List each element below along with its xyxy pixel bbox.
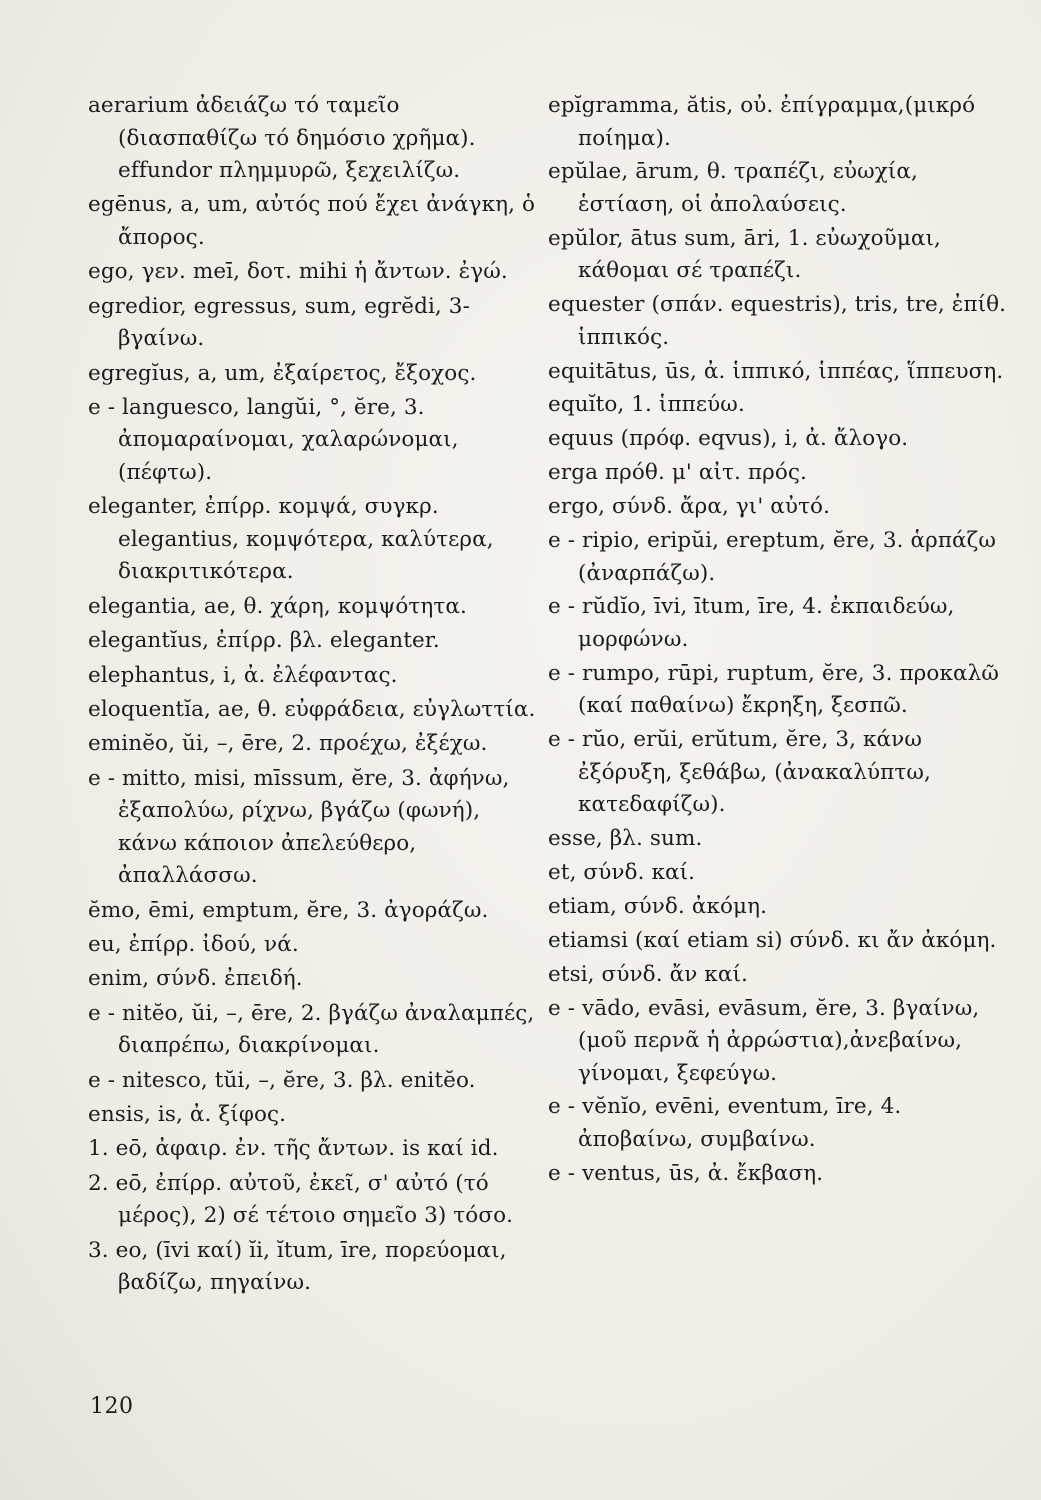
dictionary-entry: eleganter, ἐπίρρ. κομψά, συγκρ. elegantius, κομψότερα, καλύτερα, διακριτικότερα. (88, 494, 494, 585)
dictionary-entry: esse, βλ. sum. (548, 826, 703, 852)
right-column (548, 90, 1010, 1192)
dictionary-entry: e - nitesco, tŭi, –, ĕre, 3. βλ. enitĕo. (88, 1067, 476, 1093)
dictionary-entry: 3. eo, (īvi καί) ĭi, ĭtum, īre, πορεύομαι, βαδίζω, πηγαίνω. (88, 1237, 507, 1296)
dictionary-entry: elephantus, i, ἀ. ἐλέφαντας. (88, 662, 398, 688)
dictionary-entry: e - ripio, eripŭi, ereptum, ĕre, 3. ἁρπάζω (ἀναρπάζω). (548, 528, 997, 586)
dictionary-entry: e - rumpo, rūpi, ruptum, ĕre, 3. προκαλῶ (καί παθαίνω) ἔκρηξη, ξεσπῶ. (548, 660, 999, 719)
dictionary-entry: equitātus, ūs, ἀ. ἱππικό, ἱππέας, ἵππευση. (548, 358, 1004, 384)
dictionary-entry: e - nitĕo, ŭi, –, ēre, 2. βγάζω ἀναλαμπές, διαπρέπω, διακρίνομαι. (88, 1000, 535, 1059)
dictionary-entry: e - mitto, misi, mīssum, ĕre, 3. ἀφήνω, ἐξαπολύω, ρίχνω, βγάζω (φωνή), κάνω κάποιον ἀπελεύθερο, ἀπαλλάσσω. (88, 765, 510, 889)
dictionary-entry: egēnus, a, um, αὐτός πού ἔχει ἀνάγκη, ὁ ἄπορος. (88, 192, 536, 250)
dictionary-entry: etsi, σύνδ. ἄν καί. (548, 961, 748, 987)
dictionary-entry: e - rŭo, erŭi, erŭtum, ĕre, 3, κάνω ἐξόρυξη, ξεθάβω, (ἀνακαλύπτω, κατεδαφίζω). (548, 727, 931, 818)
dictionary-entry: equĭto, 1. ἱππεύω. (548, 392, 745, 418)
dictionary-entry: ergo, σύνδ. ἄρα, γι' αὐτό. (548, 494, 831, 520)
dictionary-entry: elegantia, ae, θ. χάρη, κομψότητα. (88, 593, 467, 619)
dictionary-entry: e - languesco, langŭi, °, ĕre, 3. ἀπομαραίνομαι, χαλαρώνομαι, (πέφτω). (88, 394, 459, 485)
dictionary-entry: egregĭus, a, um, ἐξαίρετος, ἔξοχος. (88, 360, 477, 386)
dictionary-entry: egredior, egressus, sum, egrĕdi, 3- βγαίνω. (88, 293, 470, 352)
dictionary-entry: e - rŭdĭo, īvi, ītum, īre, 4. ἐκπαιδεύω, μορφώνω. (548, 594, 955, 652)
dictionary-entry: eminĕo, ŭi, –, ēre, 2. προέχω, ἐξέχω. (88, 731, 488, 757)
dictionary-entry: erga πρόθ. μ' αἰτ. πρός. (548, 460, 807, 486)
dictionary-entry: ensis, is, ἀ. ξίφος. (88, 1102, 287, 1128)
dictionary-entry: 1. eō, ἀφαιρ. ἐν. τῆς ἄντων. is καί id. (88, 1136, 499, 1162)
dictionary-entry: epĭgramma, ătis, οὐ. ἐπίγραμμα,(μικρό ποίημα). (548, 93, 976, 151)
dictionary-entry: et, σύνδ. καί. (548, 859, 696, 885)
dictionary-entry: aerarium ἀδειάζω τό ταμεῖο (διασπαθίζω τό δημόσιο χρῆμα). effundor πλημμυρῶ, ξεχειλίζω. (88, 93, 476, 183)
dictionary-entry: e - vādo, evāsi, evāsum, ĕre, 3. βγαίνω, (μοῦ περνᾶ ἡ ἀρρώστια),ἀνεβαίνω, γίνομαι, ξεφεύγω. (548, 995, 980, 1086)
dictionary-entry: etiam, σύνδ. ἀκόμη. (548, 893, 768, 919)
dictionary-entry: epŭlae, ārum, θ. τραπέζι, εὐωχία, ἑστίαση, οἱ ἀπολαύσεις. (548, 159, 918, 217)
dictionary-entry: e - ventus, ūs, ἀ. ἔκβαση. (548, 1160, 824, 1186)
dictionary-entry: eu, ἐπίρρ. ἰδού, νά. (88, 931, 299, 957)
dictionary-entry: elegantĭus, ἐπίρρ. βλ. eleganter. (88, 628, 440, 654)
dictionary-entry: 2. eō, ἐπίρρ. αὐτοῦ, ἐκεῖ, σ' αὐτό (τό μέρος), 2) σέ τέτοιο σημεῖο 3) τόσο. (88, 1170, 514, 1229)
page-number: 120 (90, 1394, 134, 1419)
dictionary-entry: ego, γεν. meī, δοτ. mihi ἡ ἄντων. ἐγώ. (88, 259, 508, 285)
dictionary-entry: etiamsi (καί etiam si) σύνδ. κι ἄν ἀκόμη. (548, 927, 997, 953)
dictionary-entry: epŭlor, ātus sum, āri, 1. εὐωχοῦμαι, κάθομαι σέ τραπέζι. (548, 225, 941, 284)
dictionary-entry: equus (πρόφ. eqvus), i, ἀ. ἄλογο. (548, 426, 909, 452)
dictionary-entry: eloquentĭa, ae, θ. εὐφράδεια, εὐγλωττία. (88, 696, 536, 722)
dictionary-entry: equester (σπάν. equestris), tris, tre, ἐπίθ. ἱππικός. (548, 292, 1007, 350)
dictionary-entry: enim, σύνδ. ἐπειδή. (88, 966, 303, 992)
dictionary-entry: e - vĕnĭo, evēni, eventum, īre, 4. ἀποβαίνω, συμβαίνω. (548, 1094, 902, 1152)
dictionary-entry: ĕmo, ēmi, emptum, ĕre, 3. ἀγοράζω. (88, 897, 489, 923)
left-column (88, 90, 540, 1302)
